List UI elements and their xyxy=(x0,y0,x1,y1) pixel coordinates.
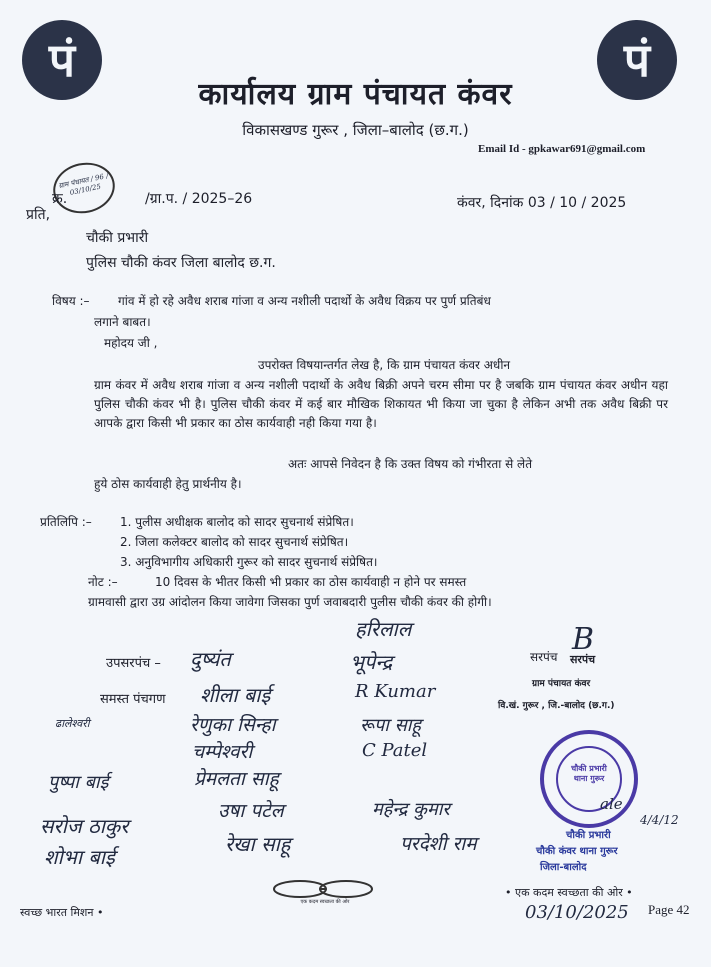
copy-item-2: 2. जिला कलेक्टर बालोद को सादर सुचनार्थ संप्रेषित। xyxy=(120,535,349,549)
police-seal-text: चौकी प्रभारी थाना गुरूर xyxy=(571,764,607,783)
note-rest: ग्रामवासी द्वारा उग्र आंदोलन किया जावेगा जिसका पुर्ण जवाबदारी पुलीस चौकी कंवर की होगी। xyxy=(88,595,492,609)
rubber-stamp-text: ग्राम पंचायत / 96 / 03/10/25 xyxy=(57,171,110,197)
signature-name-13: महेन्द्र कुमार xyxy=(372,799,450,820)
recipient-line2: पुलिस चौकी कंवर जिला बालोद छ.ग. xyxy=(86,255,276,271)
body-p1-rest: ग्राम कंवर में अवैध शराब गांजा व अन्य नशीली पदार्थो के अवैध बिक्री अपने चरम सीमा पर है जबकि ग्राम पंचायत कंवर अधीन यहा पुलिस चौकी कंवर भी है। पुलिस चौकी कंवर में कई बार मौखिक शिकायत भी किया जा चुका है लेकिन अभी तक अवैध बिक्री पर आपके द्वारा किसी भी प्रकार का ठोस कार्यवाही नही किया गया है। xyxy=(94,378,668,430)
panchayat-logo-glyph: पं xyxy=(48,33,76,87)
signature-name-7: ढालेश्वरी xyxy=(55,717,90,730)
signature-name-4: R Kumar xyxy=(355,681,436,702)
police-number: 4/4/12 xyxy=(640,813,679,827)
footer-right: • एक कदम स्वच्छता की ओर • xyxy=(505,886,633,899)
signature-name-16: रेखा साहू xyxy=(225,832,291,856)
subject-line1: गांव में हो रहे अवैध शराब गांजा व अन्य नशीली पदार्थो के अवैध विक्रय पर पुर्ण प्रतिबंध xyxy=(118,294,491,308)
signature-name-11: प्रेमलता साहू xyxy=(194,768,279,790)
recipient-line1: चौकी प्रभारी xyxy=(86,230,149,246)
police-stamp-line1: चौकी प्रभारी xyxy=(566,830,611,841)
police-signature: ale xyxy=(600,795,623,813)
panchayat-logo-glyph: पं xyxy=(623,33,651,87)
note-label: नोट :– xyxy=(88,575,118,589)
office-title: कार्यालय ग्राम पंचायत कंवर xyxy=(198,77,513,112)
recipient-to-label: प्रति, xyxy=(26,207,51,223)
office-email: Email Id - gpkawar691@gmail.com xyxy=(478,143,646,155)
signature-name-6: रूपा साहू xyxy=(360,715,421,736)
signature-name-17: परदेशी राम xyxy=(400,833,477,855)
copy-item-1: 1. पुलीस अधीक्षक बालोद को सादर सुचनार्थ संप्रेषित। xyxy=(120,515,354,529)
reference-prefix: क्र. xyxy=(52,191,68,207)
signature-name-9: C Patel xyxy=(362,740,428,761)
signature-name-8: चम्पेश्वरी xyxy=(192,741,253,763)
letter-date: कंवर, दिनांक 03 / 10 / 2025 xyxy=(457,195,627,211)
police-stamp-line3: जिला-बालोद xyxy=(540,862,587,873)
sarpanch-stamp-line2: वि.खं. गुरूर , जि.-बालोद (छ.ग.) xyxy=(498,701,615,711)
police-stamp-line2: चौकी कंवर थाना गुरूर xyxy=(536,846,618,857)
signature-name-3: शीला बाई xyxy=(200,683,271,707)
signature-name-1: हरिलाल xyxy=(355,617,412,641)
signature-name-2: भूपेन्द्र xyxy=(350,650,393,674)
page-number: Page 42 xyxy=(648,902,690,917)
sarpanch-stamp-line1: ग्राम पंचायत कंवर xyxy=(532,679,591,689)
reference-number: /ग्रा.प. / 2025–26 xyxy=(145,191,253,207)
signature-name-10: पुष्पा बाई xyxy=(48,772,109,793)
signature-name-14: सरोज ठाकुर xyxy=(40,814,129,838)
copies-label: प्रतिलिपि :– xyxy=(40,515,92,529)
salutation: महोदय जी , xyxy=(104,336,158,350)
note-first: 10 दिवस के भीतर किसी भी प्रकार का ठोस कार्यवाही न होने पर समस्त xyxy=(155,575,467,589)
signature-name-5: रेणुका सिन्हा xyxy=(190,714,276,736)
body-p2-rest: हुये ठोस कार्यवाही हेतु प्रार्थनीय है। xyxy=(94,477,242,491)
office-subtitle: विकासखण्ड गुरूर , जिला–बालोद (छ.ग.) xyxy=(242,121,469,139)
signature-name-15: शोभा बाई xyxy=(44,845,115,869)
deputy-sarpanch-signature: दुष्यंत xyxy=(190,647,231,671)
subject-label: विषय :– xyxy=(52,294,90,308)
sarpanch-stamp-title: सरपंच xyxy=(570,653,596,666)
received-date-handwritten: 03/10/2025 xyxy=(525,902,629,923)
footer-left: स्वच्छ भारत मिशन • xyxy=(20,906,104,919)
body-p1-first: उपरोक्त विषयान्तर्गत लेख है, कि ग्राम पंचायत कंवर अधीन xyxy=(258,358,511,372)
subject-line2: लगाने बाबत। xyxy=(94,315,151,329)
inward-rubber-stamp xyxy=(48,157,119,219)
sarpanch-signature: B xyxy=(572,622,595,657)
sarpanch-label: सरपंच xyxy=(530,650,558,664)
deputy-sarpanch-label: उपसरपंच – xyxy=(106,656,161,671)
police-round-seal xyxy=(540,730,638,828)
copy-item-3: 3. अनुविभागीय अधिकारी गुरूर को सादर सुचनार्थ संप्रेषित। xyxy=(120,555,378,569)
body-p2-first: अतः आपसे निवेदन है कि उक्त विषय को गंभीरता से लेते xyxy=(288,457,533,471)
swachh-logo-text: एक कदम स्वच्छता की ओर xyxy=(300,899,350,905)
signature-name-12: उषा पटेल xyxy=(218,800,284,822)
panch-label: समस्त पंचगण xyxy=(100,692,166,707)
